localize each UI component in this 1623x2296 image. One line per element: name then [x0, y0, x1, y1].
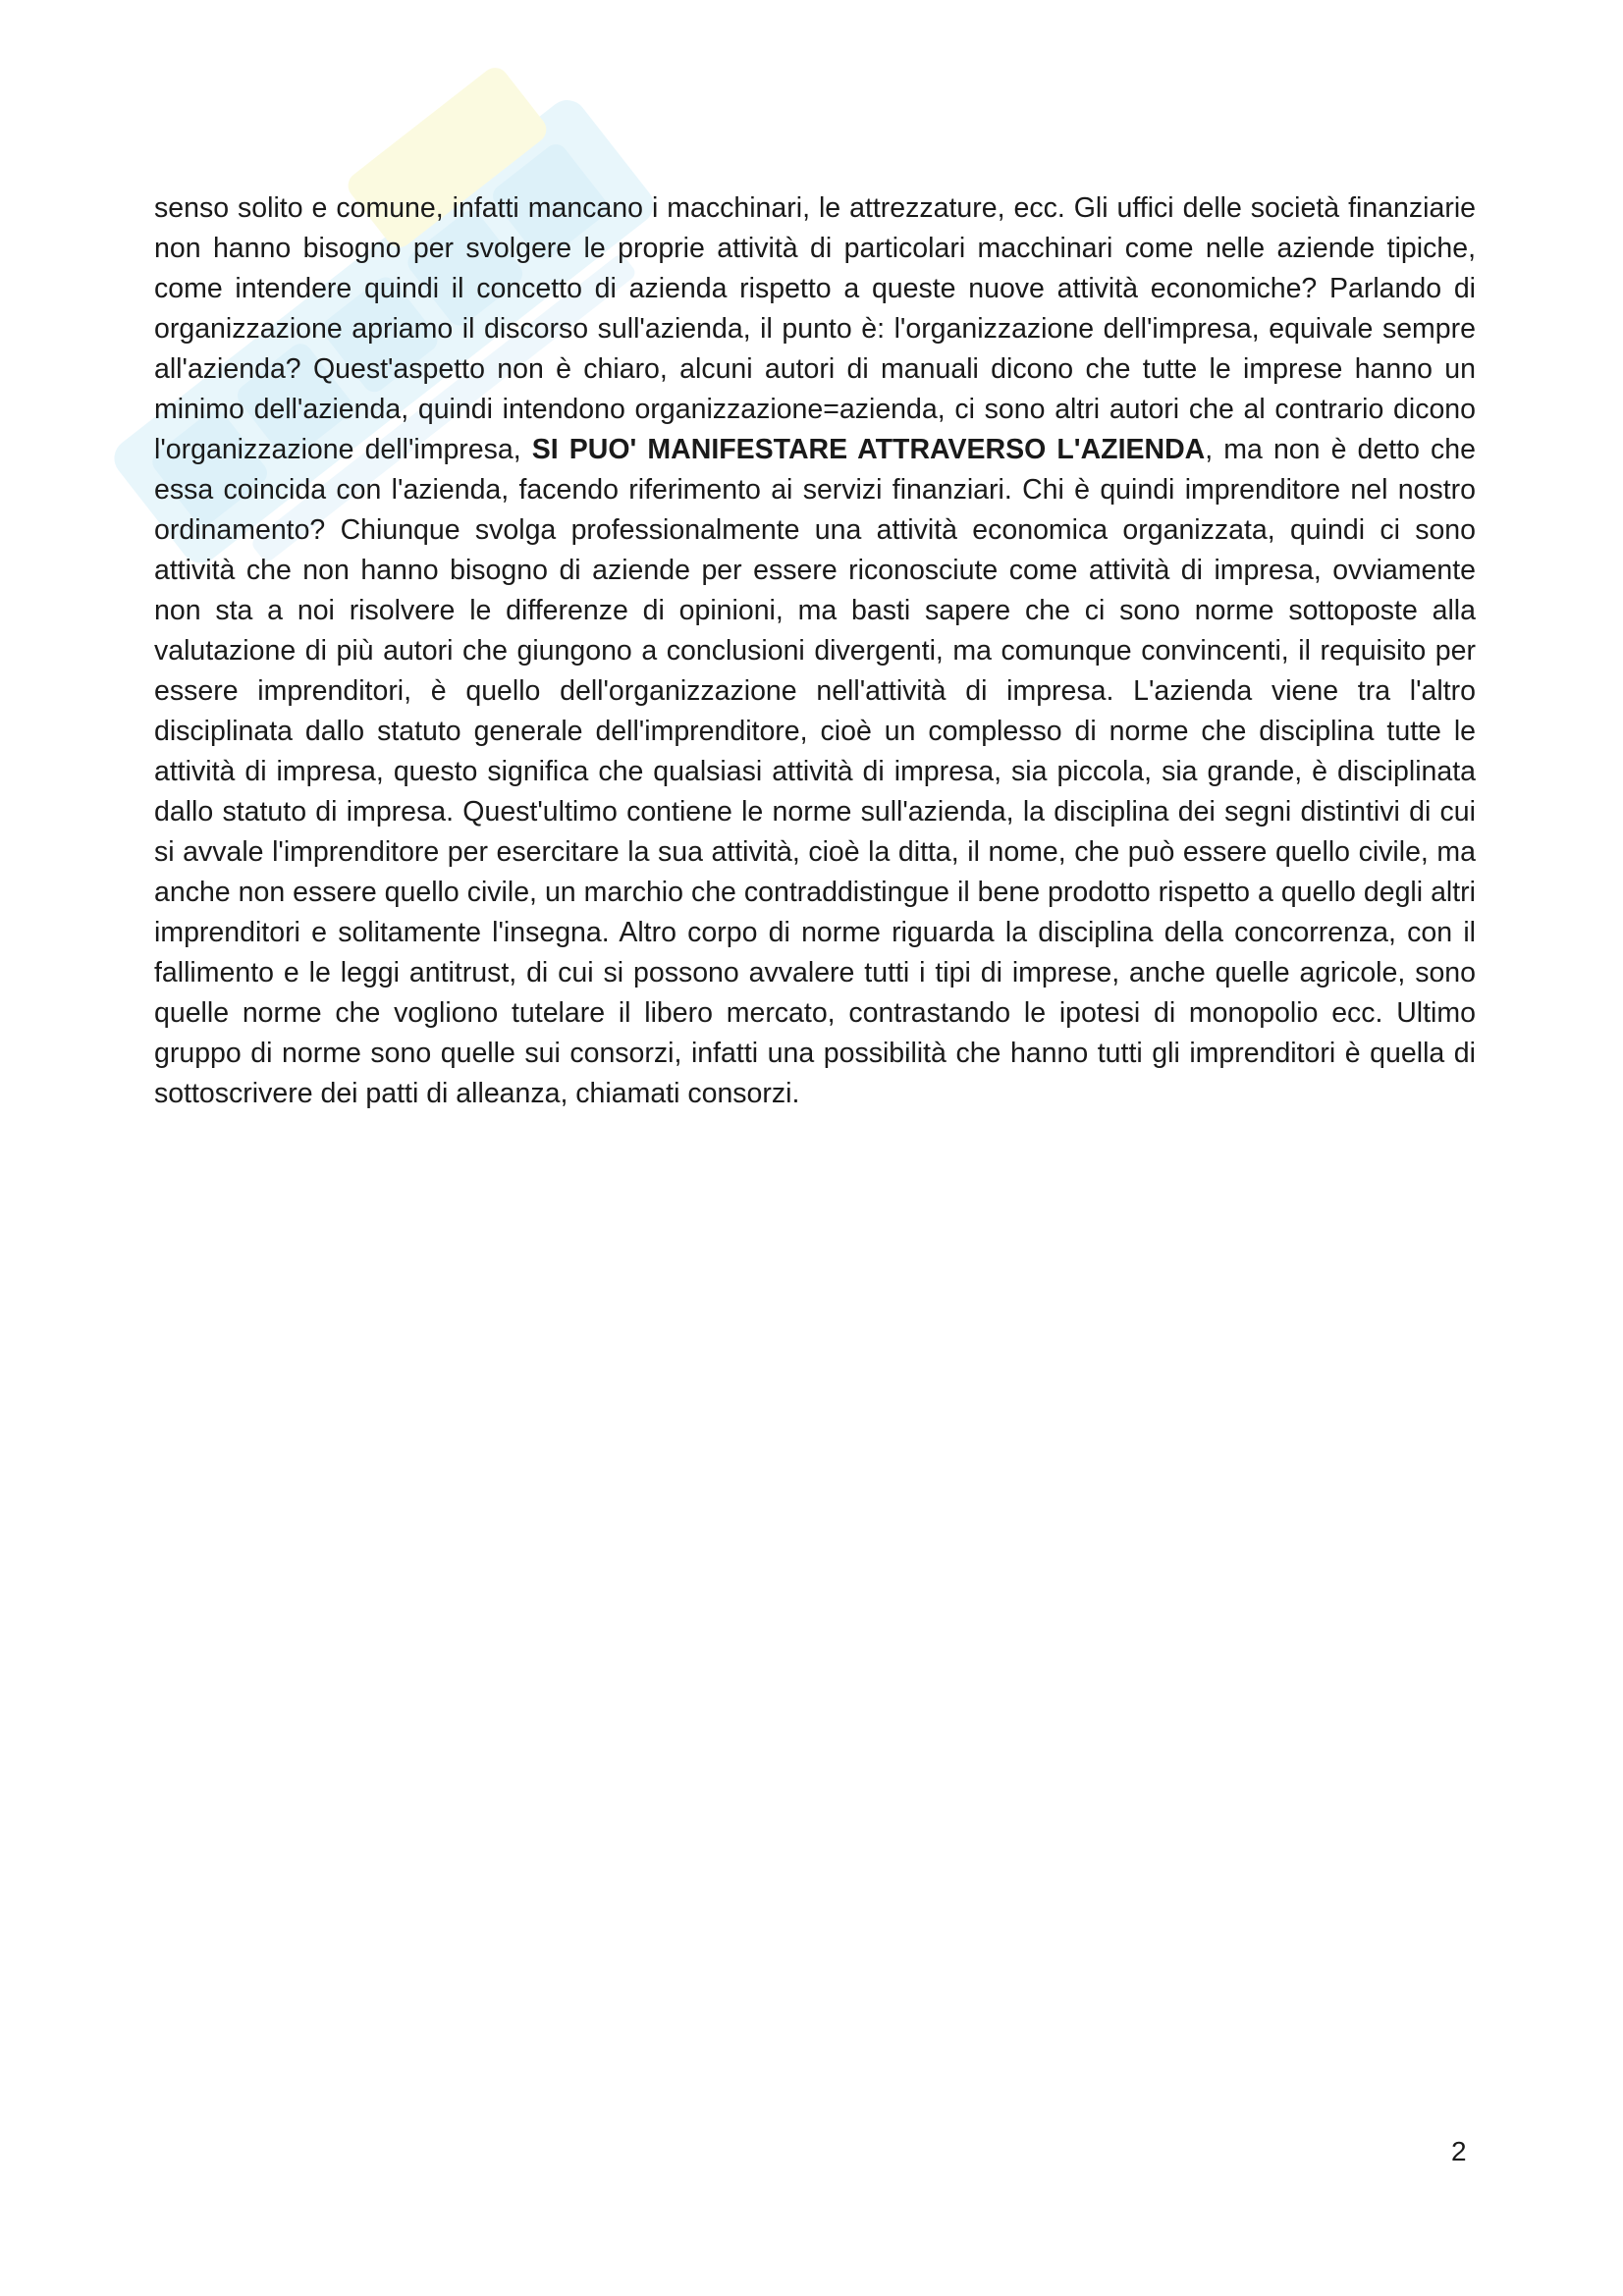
body-text-part-2: , ma non è detto che essa coincida con l'azienda, facendo riferimento ai servizi finanziari. Chi è quindi imprenditore nel nostro ordinamento? Chiunque svolga professionalmente una attività economica organizzata, quindi ci sono attività che non hanno bisogno di aziende per essere riconosciute come attività di impresa, ovviamente non sta a noi risolvere le differenze di opinioni, ma basti sapere che ci sono norme sottoposte alla valutazione di più autori che giungono a conclusioni divergenti, ma comunque convincenti, il requisito per essere imprenditori, è quello dell'organizzazione nell'attività di impresa. L'azienda viene tra l'altro disciplinata dallo statuto generale dell'imprenditore, cioè un complesso di norme che disciplina tutte le attività di impresa, questo significa che qualsiasi attività di impresa, sia piccola, sia grande, è disciplinata dallo statuto di impresa. Quest'ultimo contiene le norme sull'azienda, la disciplina dei segni distintivi di cui si avvale l'imprenditore per esercitare la sua attività, cioè la ditta, il nome, che può essere quello civile, ma anche non essere quello civile, un marchio che contraddistingue il bene prodotto rispetto a quello degli altri imprenditori e solitamente l'insegna. Altro corpo di norme riguarda la disciplina della concorrenza, con il fallimento e le leggi antitrust, di cui si possono avvalere tutti i tipi di imprese, anche quelle agricole, sono quelle norme che vogliono tutelare il libero mercato, contrastando le ipotesi di monopolio ecc. Ultimo gruppo di norme sono quelle sui consorzi, infatti una possibilità che hanno tutti gli imprenditori è quella di sottoscrivere dei patti di alleanza, chiamati consorzi. — [154, 434, 1476, 1109]
emphasis-text: SI PUO' MANIFESTARE ATTRAVERSO L'AZIENDA — [531, 434, 1206, 465]
page-number: 2 — [1451, 2136, 1467, 2166]
document-body-text — [154, 188, 1476, 1114]
body-text-part-1: senso solito e comune, infatti mancano i macchinari, le attrezzature, ecc. Gli uffici delle società finanziarie non hanno bisogno per svolgere le proprie attività di particolari macchinari come nelle aziende tipiche, come intendere quindi il concetto di azienda rispetto a queste nuove attività economiche? Parlando di organizzazione apriamo il discorso sull'azienda, il punto è: l'organizzazione dell'impresa, equivale sempre all'azienda? Quest'aspetto non è chiaro, alcuni autori di manuali dicono che tutte le imprese hanno un minimo dell'azienda, quindi intendono organizzazione=azienda, ci sono altri autori che al contrario dicono l'organizzazione dell'impresa, — [154, 192, 1476, 465]
